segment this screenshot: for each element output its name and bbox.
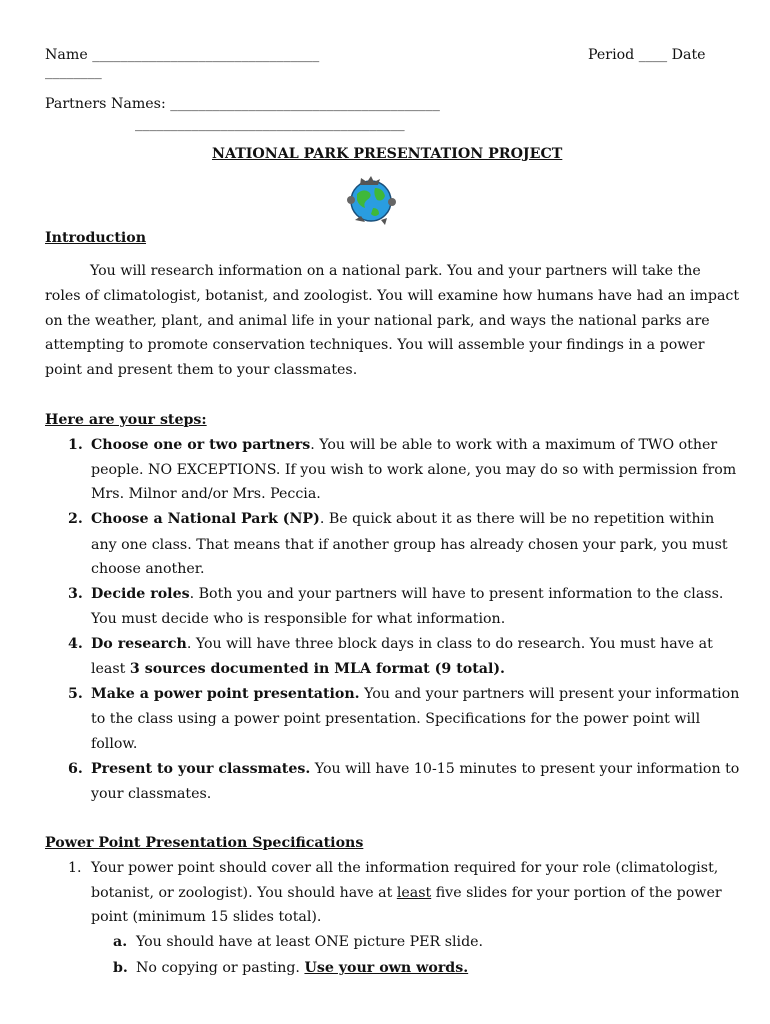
intro-line: attempting to promote conservation techniques. You will assemble your findings in a power bbox=[45, 337, 705, 353]
intro-line: roles of climatologist, botanist, and zoologist. You will examine how humans have had an impact bbox=[45, 288, 740, 304]
spec-text: five slides for your portion of the power bbox=[431, 885, 722, 901]
page-title: NATIONAL PARK PRESENTATION PROJECT bbox=[212, 146, 563, 162]
spec-number: 1. bbox=[68, 860, 82, 876]
step-number: 4. bbox=[68, 636, 83, 652]
step-text: choose another. bbox=[91, 561, 205, 577]
step-number: 5. bbox=[68, 686, 83, 702]
subitem-emphasis: Use your own words. bbox=[304, 960, 469, 976]
step-text: . Be quick about it as there will be no repetition within bbox=[319, 511, 715, 527]
step-number: 1. bbox=[68, 437, 83, 453]
spec-text: botanist, or zoologist). You should have at bbox=[91, 885, 397, 901]
step-text: any one class. That means that if another group has already chosen your park, you must bbox=[91, 537, 728, 553]
step-text: You and your partners will present your information bbox=[359, 686, 740, 702]
step-title: Decide roles bbox=[91, 586, 190, 602]
globe-with-animals-icon bbox=[343, 170, 399, 228]
step-number: 6. bbox=[68, 761, 83, 777]
spec-text: Your power point should cover all the information required for your role (climatologist, bbox=[91, 860, 719, 876]
subitem-text: You should have at least ONE picture PER slide. bbox=[136, 934, 484, 950]
name-field-label: Name ________________________________ bbox=[45, 47, 320, 63]
spec-emphasis: least bbox=[396, 885, 432, 901]
steps-heading: Here are your steps: bbox=[45, 412, 207, 428]
step-title: Choose one or two partners bbox=[91, 437, 311, 453]
step-text: . Both you and your partners will have to present information to the class. bbox=[189, 586, 724, 602]
step-text: . You will be able to work with a maximum of TWO other bbox=[310, 437, 718, 453]
step-title: Make a power point presentation. bbox=[91, 686, 360, 702]
partners-line-2: ______________________________________ bbox=[135, 116, 405, 132]
step-text: You must decide who is responsible for what information. bbox=[91, 611, 506, 627]
spec-text: point (minimum 15 slides total). bbox=[91, 909, 322, 925]
step-number: 3. bbox=[68, 586, 83, 602]
subitem-text: No copying or pasting. bbox=[136, 960, 305, 976]
specs-heading: Power Point Presentation Specifications bbox=[45, 835, 364, 851]
step-text: You will have 10-15 minutes to present your information to bbox=[310, 761, 740, 777]
step-emphasis: 3 sources documented in MLA format (9 total). bbox=[129, 661, 506, 677]
step-text: to the class using a power point presentation. Specifications for the power point will bbox=[91, 711, 701, 727]
step-text: follow. bbox=[91, 736, 138, 752]
step-text: least bbox=[91, 661, 130, 677]
date-blank: ________ bbox=[45, 64, 102, 80]
subitem-letter: a. bbox=[113, 934, 128, 950]
step-text: . You will have three block days in class to do research. You must have at bbox=[186, 636, 713, 652]
intro-line: on the weather, plant, and animal life in your national park, and ways the national parks are bbox=[45, 313, 710, 329]
intro-line: point and present them to your classmates. bbox=[45, 362, 358, 378]
step-text: people. NO EXCEPTIONS. If you wish to work alone, you may do so with permission from bbox=[91, 462, 737, 478]
step-title: Present to your classmates. bbox=[91, 761, 311, 777]
step-title: Do research bbox=[91, 636, 187, 652]
step-title: Choose a National Park (NP) bbox=[91, 511, 320, 527]
intro-line: You will research information on a national park. You and your partners will take the bbox=[90, 263, 701, 279]
step-text: your classmates. bbox=[91, 786, 212, 802]
step-text: Mrs. Milnor and/or Mrs. Peccia. bbox=[91, 486, 321, 502]
partners-field-label: Partners Names: ______________________________________ bbox=[45, 96, 440, 112]
subitem-letter: b. bbox=[113, 960, 128, 976]
step-number: 2. bbox=[68, 511, 83, 527]
intro-heading: Introduction bbox=[45, 230, 147, 246]
period-date-label: Period ____ Date bbox=[588, 47, 706, 63]
